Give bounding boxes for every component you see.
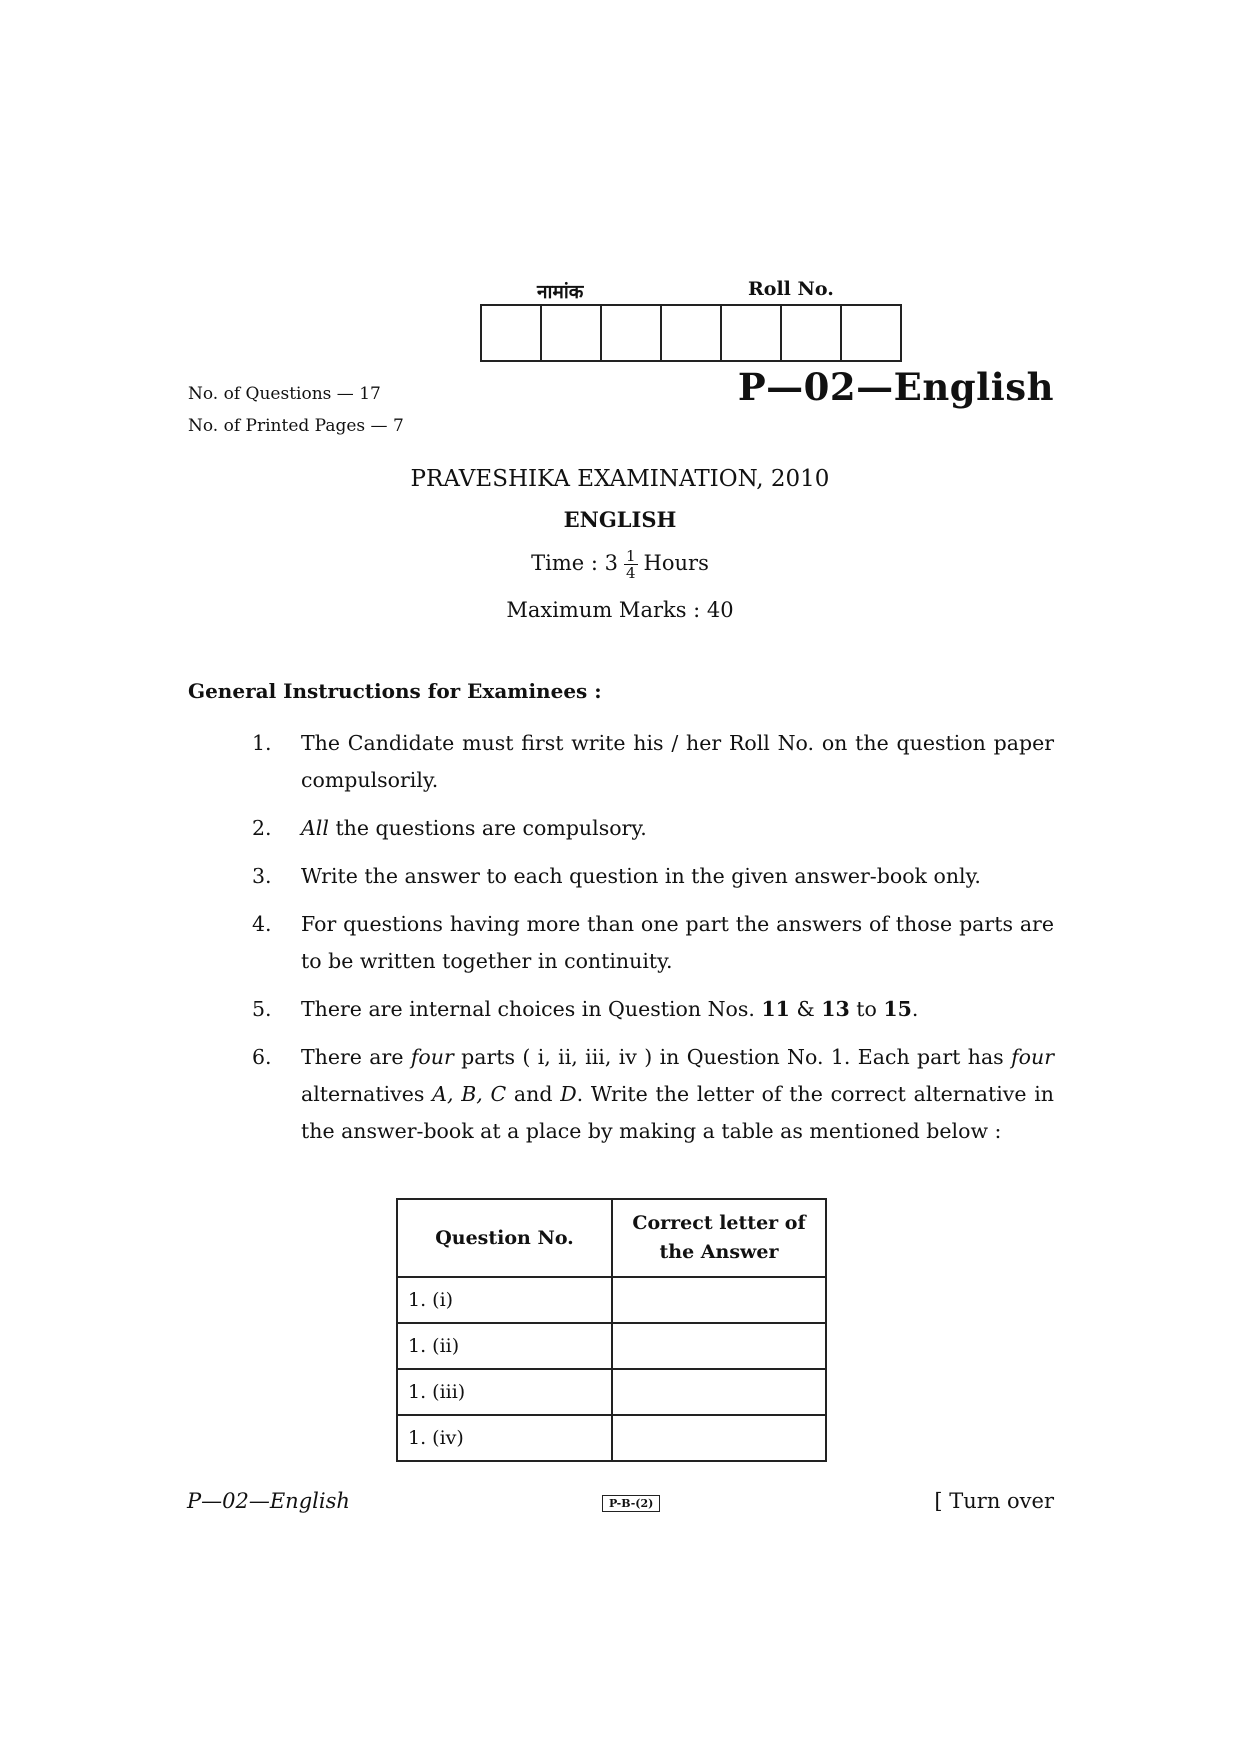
question-cell: 1. (iv) <box>397 1415 612 1461</box>
time-allowed <box>0 548 1240 581</box>
roll-digit-box[interactable] <box>482 306 542 360</box>
answer-table <box>396 1198 827 1462</box>
text-span: to <box>849 997 884 1021</box>
instruction-number: 5. <box>252 997 272 1021</box>
text-span: . Write the letter of the correct alternative in the answer-book at a place by making a table as mentioned below : <box>301 1082 1054 1143</box>
footer-paper-code: P—02—English <box>187 1489 350 1513</box>
table-row <box>397 1369 826 1415</box>
roll-digit-box[interactable] <box>782 306 842 360</box>
answer-cell[interactable] <box>612 1277 826 1323</box>
time-suffix: Hours <box>643 551 709 575</box>
emphasis-text: four <box>1011 1045 1054 1069</box>
question-cell: 1. (i) <box>397 1277 612 1323</box>
text-span: parts ( i, ii, iii, iv ) in Question No. 1. Each part has <box>453 1045 1012 1069</box>
question-cell: 1. (ii) <box>397 1323 612 1369</box>
roll-digit-box[interactable] <box>842 306 900 360</box>
instruction-text <box>301 810 1054 847</box>
question-ref: 15 <box>883 997 912 1021</box>
instruction-text: The Candidate must first write his / her Roll No. on the question paper compulsorily. <box>301 731 1054 792</box>
emphasis-text: A, B, C <box>432 1082 507 1106</box>
table-row <box>397 1323 826 1369</box>
emphasis-text: All <box>301 816 329 840</box>
instruction-number: 3. <box>252 864 272 888</box>
answer-cell[interactable] <box>612 1323 826 1369</box>
roll-digit-box[interactable] <box>662 306 722 360</box>
instruction-text <box>301 991 1054 1028</box>
roll-number-boxes <box>480 304 902 362</box>
instruction-number: 4. <box>252 912 272 936</box>
time-fraction <box>624 548 638 581</box>
table-header-question: Question No. <box>397 1199 612 1277</box>
instruction-item <box>252 810 1054 847</box>
maximum-marks: Maximum Marks : 40 <box>506 598 734 622</box>
instruction-item <box>252 1039 1054 1150</box>
fraction-numerator: 1 <box>626 547 636 565</box>
text-span: There are internal choices in Question Nos. <box>301 997 762 1021</box>
paper-code: P—02—English <box>737 365 1054 409</box>
roll-digit-box[interactable] <box>722 306 782 360</box>
instruction-item <box>252 991 1054 1028</box>
instruction-number: 2. <box>252 816 272 840</box>
text-span: . <box>911 997 919 1021</box>
subject-title: ENGLISH <box>563 507 677 532</box>
instructions-heading: General Instructions for Examinees : <box>188 679 602 703</box>
instruction-text: For questions having more than one part the answers of those parts are to be written together in continuity. <box>301 912 1054 973</box>
table-header-answer: Correct letter of the Answer <box>612 1199 826 1277</box>
time-prefix: Time : 3 <box>531 551 618 575</box>
text-span: and <box>506 1082 561 1106</box>
instruction-number: 6. <box>252 1045 272 1069</box>
text-span: the questions are compulsory. <box>328 816 647 840</box>
question-cell: 1. (iii) <box>397 1369 612 1415</box>
table-row <box>397 1277 826 1323</box>
text-span: alternatives <box>301 1082 433 1106</box>
roll-label-hindi: नामांक <box>537 281 584 303</box>
question-ref: 13 <box>821 997 850 1021</box>
answer-cell[interactable] <box>612 1369 826 1415</box>
emphasis-text: four <box>410 1045 454 1069</box>
roll-digit-box[interactable] <box>542 306 602 360</box>
turn-over-note: [ Turn over <box>934 1489 1054 1513</box>
answer-cell[interactable] <box>612 1415 826 1461</box>
printed-pages-count: No. of Printed Pages — 7 <box>188 416 404 436</box>
text-span: There are <box>301 1045 411 1069</box>
roll-label-english: Roll No. <box>748 278 834 300</box>
emphasis-text: D <box>560 1082 577 1106</box>
instruction-text <box>301 1039 1054 1150</box>
roll-digit-box[interactable] <box>602 306 662 360</box>
instruction-item <box>252 906 1054 980</box>
instruction-number: 1. <box>252 731 272 755</box>
table-row <box>397 1415 826 1461</box>
instruction-text: Write the answer to each question in the given answer-book only. <box>301 864 981 888</box>
fraction-denominator: 4 <box>626 564 636 582</box>
text-span: & <box>789 997 822 1021</box>
questions-count: No. of Questions — 17 <box>188 384 381 404</box>
instruction-item <box>252 858 1054 895</box>
exam-title: PRAVESHIKA EXAMINATION, 2010 <box>410 466 830 492</box>
question-ref: 11 <box>761 997 790 1021</box>
instruction-item <box>252 725 1054 799</box>
footer-page-code: P-B-(2) <box>602 1495 660 1512</box>
